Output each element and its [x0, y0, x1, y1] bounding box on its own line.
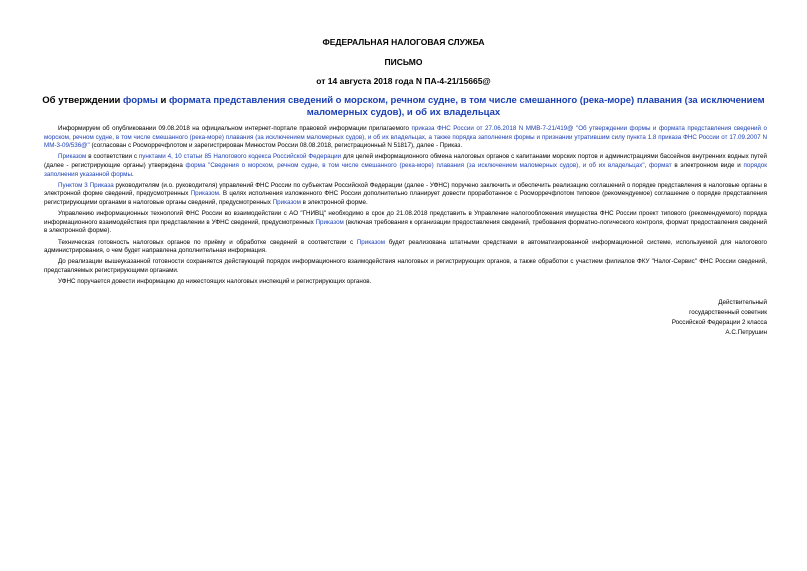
- document-date-number: от 14 августа 2018 года N ПА-4-21/15665@: [316, 76, 491, 86]
- order-link[interactable]: приказа ФНС России от 27.06.2018 N ММВ-7-21/419@ "Об утверждении формы и формата представления сведений о морском, речном судне, в том числе смешанного (река-море) плавания (за исключением маломерных судов), и об их владельцах, а также порядка заполнения формы и признании утратившим силу пункта 1.8 приказа ФНС России от 17.09.2007 N ММ-3-09/536@": [44, 125, 767, 150]
- tax-code-link[interactable]: пунктами 4, 10 статьи 85 Налогового кодекса Российской Федерации: [138, 153, 342, 161]
- paragraph-text: Информируем об опубликовании 09.08.2018 на официальном интернет-портале правовой информации прилагаемого: [58, 125, 412, 132]
- agency-heading: ФЕДЕРАЛЬНАЯ НАЛОГОВАЯ СЛУЖБА: [322, 37, 485, 47]
- paragraph-publication: [44, 125, 767, 151]
- letter-body: [44, 125, 767, 289]
- form-link[interactable]: форма "Сведения о морском, речном судне, в том числе смешанного (река-море) плавания (за исключением маломерных судов), и об их владельцах": [185, 161, 645, 169]
- paragraph-text: в электронном виде и: [671, 161, 744, 169]
- paragraph-text: в электронной форме.: [300, 198, 368, 206]
- signature-rank-line-3: Российской Федерации 2 класса: [671, 319, 767, 326]
- order-ref-link[interactable]: Приказом: [356, 238, 386, 246]
- signature-rank-line-1: Действительный: [718, 299, 767, 306]
- title-text-prefix: Об утверждении: [42, 95, 124, 106]
- paragraph-text: для целей информационного обмена налоговых органов с капитанами морских портов и администрациями бассейнов внутренних водных путей (далее - регистрирующие органы) утверждена: [44, 153, 767, 169]
- paragraph-text: (включая требования к организации предоставления сведений, требования форматно-логического контроля, формат предоставления сведений в электронной форме).: [44, 218, 768, 235]
- order-point-3-link[interactable]: Пунктом 3 Приказа: [58, 181, 114, 189]
- paragraph-current-procedure: [44, 258, 767, 275]
- title-format-link[interactable]: формата представления сведений о морском, речном судне, в том числе смешанного (река-море) плавания (за исключением маломерных судов), и об их владельцах: [168, 95, 765, 118]
- order-ref-link[interactable]: Приказом: [272, 198, 301, 206]
- paragraph-text: До реализации вышеуказанной готовности сохраняется действующий порядок информационного взаимодействия налоговых и регистрирующих органов, а также обработки с участием филиалов ФКУ "Налог-Сервис" ФНС России сведений, представляемых регистрирующими органами.: [44, 258, 767, 274]
- signature-block: [567, 298, 767, 338]
- signatory-name: А.С.Петрушин: [725, 329, 767, 336]
- paragraph-text: в соответствии с: [86, 153, 139, 161]
- paragraph-technical-readiness: [44, 239, 767, 256]
- signature-rank-line-2: государственный советник: [689, 309, 767, 316]
- paragraph-text: .: [131, 170, 134, 178]
- paragraph-it-department: [44, 210, 767, 236]
- document-title: [30, 95, 777, 119]
- paragraph-text: Техническая готовность налоговых органов по приёму и обработке сведений в соответствии с: [58, 238, 357, 246]
- paragraph-order-purpose: [44, 153, 767, 179]
- paragraph-text: будет реализована штатными средствами в автоматизированной информационной системе, используемой для налогового администрирования, о чем будет направлена дополнительная информация.: [44, 238, 767, 255]
- order-ref-link[interactable]: Приказом: [58, 153, 87, 161]
- paragraph-text: . В целях исполнения изложенного ФНС России дополнительно планирует довести проработанное с Росморречфлотом типовое (рекомендуемое) соглашение о порядке представления регистрирующими органами в налоговые органы сведений, предусмотренных: [44, 190, 768, 206]
- order-ref-link[interactable]: Приказом: [315, 218, 344, 226]
- paragraph-text: Управлению информационных технологий ФНС России во взаимодействии с АО "ГНИВЦ" необходимо в срок до 21.08.2018 представить в Управление налогообложения имущества ФНС России проект типового (рекомендуемого) порядка информационного взаимодействия при представлении в УФНС сведений, предусмотренных: [44, 210, 767, 226]
- paragraph-text: УФНС поручается довести информацию до нижестоящих налоговых инспекций и регистрирующих органов.: [58, 278, 372, 286]
- paragraph-text: (согласован с Росморречфлотом и зарегистрирован Минюстом России 08.08.2018, регистрационный N 51817), далее - Приказ.: [89, 142, 463, 150]
- title-text-and: и: [157, 95, 169, 106]
- order-ref-link[interactable]: Приказом: [190, 190, 219, 198]
- paragraph-text: руководителям (и.о. руководителя) управлений ФНС России по субъектам Российской Федерации (далее - УФНС) поручено заключить и обеспечить реализацию соглашений о порядке представления в налоговые органы в электронной форме сведений, предусмотренных: [44, 181, 768, 198]
- paragraph-agreements: [44, 182, 767, 208]
- title-form-link[interactable]: формы: [123, 95, 158, 106]
- filling-procedure-link[interactable]: порядок заполнения указанной формы: [44, 161, 767, 178]
- document-type-heading: ПИСЬМО: [384, 57, 423, 67]
- paragraph-text: ,: [644, 161, 650, 169]
- format-link[interactable]: формат: [649, 161, 672, 169]
- paragraph-instruction: [44, 278, 767, 287]
